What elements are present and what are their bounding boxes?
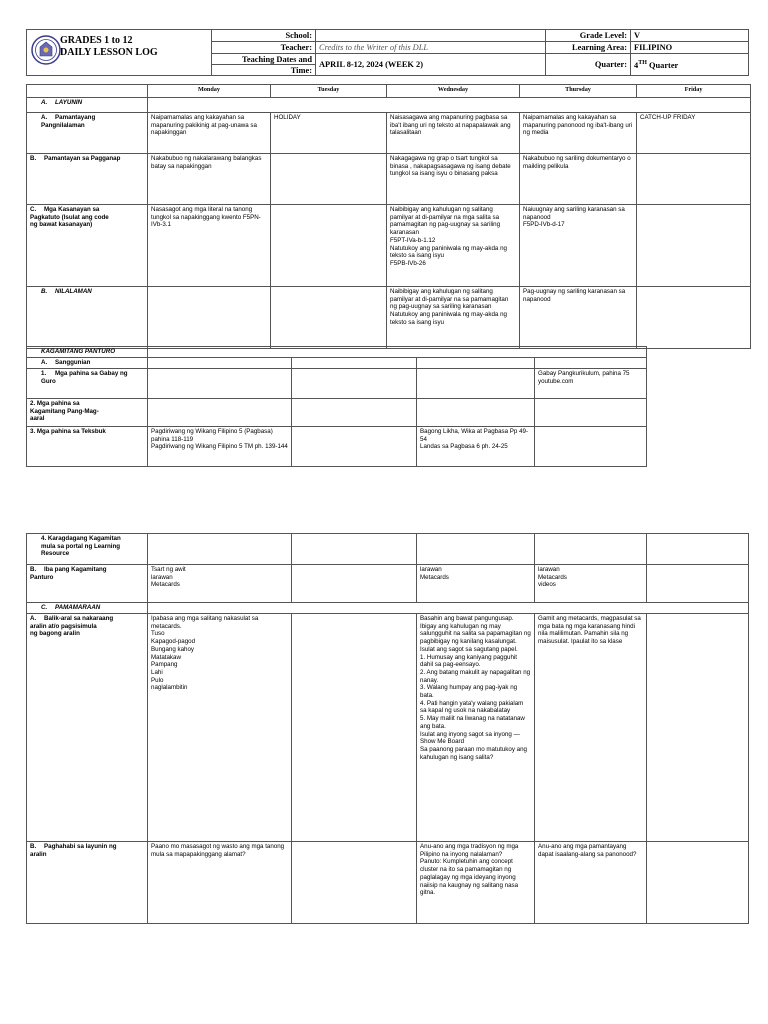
cell-thursday: Gamit ang metacards, magpasulat sa mga bata ng mga karanasang hindi nila malilimutan. Pamahin sila ng maisusulat. Ipaulat ito sa klase [535, 614, 647, 842]
cell-monday: Paano mo masasagot ng wasto ang mga tanong mula sa mapapakinggang alamat? [148, 842, 292, 924]
row-label-text: Mga Kasanayan sa Pagkatuto (Isulat ang code ng bawat kasanayan) [30, 206, 109, 229]
kagamitan-table-page1 [26, 346, 647, 467]
row-pamantayan-pagganap [27, 154, 751, 205]
row-letter: A. [41, 359, 48, 366]
row-letter: C. [41, 604, 48, 611]
row-label-text: NILALAMAN [55, 288, 92, 295]
row-label [27, 98, 148, 113]
cell-friday [647, 614, 749, 842]
grade-level-value: V [631, 30, 749, 42]
row-label [27, 358, 148, 369]
title-grades: GRADES 1 to 12 [60, 35, 133, 46]
row-label-text: Paghahabi sa layunin ng aralin [30, 843, 117, 858]
cell-tuesday [292, 358, 417, 369]
cell-monday [148, 287, 271, 349]
deped-seal-icon [31, 35, 61, 65]
cell-wednesday: Naibibigay ang kahulugan ng salitang pamilyar at di-pamilyar na sa pamamagitan ng pag-uugnay sa sariling karanasan Natutukoy ang paniniwala ng may-akda ng teksto sa isang isyu [387, 287, 520, 349]
day-header-wednesday: Wednesday [387, 85, 520, 98]
row-cell-empty [148, 98, 751, 113]
teaching-dates-label: Teaching Dates and [212, 54, 316, 65]
row-label-text: 4. Karagdagang Kagamitan mula sa portal ng Learning Resource [27, 534, 148, 565]
quarter-word: Quarter [646, 60, 679, 70]
cell-tuesday [292, 399, 417, 427]
grade-level-label: Grade Level: [546, 30, 631, 42]
row-label [27, 205, 148, 287]
cell-friday [647, 842, 749, 924]
school-label: School: [212, 30, 316, 42]
cell-monday [148, 534, 292, 565]
cell-thursday [535, 399, 647, 427]
row-karagdagang-kagamitan [27, 534, 749, 565]
cell-thursday: Pag-uugnay ng sariling karanasan sa napanood [520, 287, 637, 349]
cell-thursday: Anu-ano ang mga pamantayang dapat isaalang-alang sa panonood? [535, 842, 647, 924]
cell-wednesday: Basahin ang bawat pangungusap. Ibigay ang kahulugan ng may salungguhit na salita sa papamagitan ng pagbibigay ng kanilang kasalungat. Isulat ang sagot sa sagutang papel. 1. Humusay ang kaniyang pagguhit dahil sa pag-eensayo. 2. Ang batang makulit ay napagalitan ng nanay. 3. Walang humpay ang pag-iyak ng bata. 4. Pati hangin yata'y walang pakialam sa kapal ng usok na nakabalatay 5. May maliit na liwanag na natatanaw ang bata. Isulat ang inyong sagot sa inyong — Show Me Board Sa paanong paraan mo matutukoy ang kahulugan ng isang salita? [417, 614, 535, 842]
cell-thursday: Naipamamalas ang kakayahan sa mapanuring panonood ng iba't-ibang uri ng media [520, 113, 637, 154]
day-header-thursday: Thursday [520, 85, 637, 98]
teacher-value: Credits to the Writer of this DLL [316, 42, 546, 54]
quarter-label: Quarter: [546, 54, 631, 76]
row-cell-empty [148, 347, 647, 358]
row-balik-aral [27, 614, 749, 842]
row-letter: A. [30, 615, 37, 622]
cell-wednesday [417, 534, 535, 565]
quarter-value [631, 54, 749, 76]
row-teksbuk [27, 427, 647, 467]
cell-thursday: Nakabubuo ng sariling dokumentaryo o maikling pelikula [520, 154, 637, 205]
cell-thursday: Gabay Pangkurikulum, pahina 75 youtube.com [535, 369, 647, 399]
row-label-text: Pamantayang Pangnilalaman [41, 114, 96, 129]
row-label-text: Iba pang Kagamitang Panturo [30, 566, 107, 581]
row-layunin [27, 98, 751, 113]
row-sanggunian [27, 358, 647, 369]
dll-header [26, 29, 749, 76]
row-label-text: Pamantayan sa Pagganap [44, 155, 121, 162]
cell-friday [647, 565, 749, 603]
cell-friday [637, 205, 751, 287]
cell-tuesday [292, 369, 417, 399]
cell-monday: Pagdiriwang ng Wikang Filipino 5 (Pagbasa) pahina 118-119 Pagdiriwang ng Wikang Filipino 5 TM ph. 139-144 [148, 427, 292, 467]
lesson-log-table-page2 [26, 533, 749, 924]
cell-wednesday: Nakagagawa ng grap o tsart tungkol sa binasa , nakapagsasagawa ng isang debate tungkol sa isang isyu o binasang paksa [387, 154, 520, 205]
header-logo-cell [27, 30, 212, 76]
row-label [27, 842, 148, 924]
cell-friday [637, 287, 751, 349]
row-letter: B. [30, 843, 37, 850]
row-nilalaman [27, 287, 751, 349]
cell-tuesday [292, 842, 417, 924]
row-kagamitang-mag-aaral [27, 399, 647, 427]
row-label-text: 2. Mga pahina sa Kagamitang Pang-Mag- aaral [27, 399, 148, 427]
row-label-text: LAYUNIN [55, 99, 83, 106]
row-gabay-guro [27, 369, 647, 399]
row-cell-empty [148, 603, 749, 614]
row-pamantayang-pangnilalaman [27, 113, 751, 154]
row-label [27, 287, 148, 349]
row-paghahabi [27, 842, 749, 924]
cell-friday [647, 534, 749, 565]
quarter-sup: TH [638, 60, 647, 67]
cell-monday: Naipamamalas ang kakayahan sa mapanuring pakikinig at pag-unawa sa napakinggan [148, 113, 271, 154]
row-iba-pang-kagamitan [27, 565, 749, 603]
row-letter: B. [41, 288, 48, 295]
cell-thursday [535, 427, 647, 467]
row-label [27, 154, 148, 205]
title-dll: DAILY LESSON LOG [60, 47, 158, 58]
row-label [27, 614, 148, 842]
lesson-log-table-page1 [26, 84, 751, 349]
cell-tuesday [292, 614, 417, 842]
day-header-monday: Monday [148, 85, 271, 98]
cell-thursday: Naiuugnay ang sariling karanasan sa napanood F5PD-IVb-d-17 [520, 205, 637, 287]
cell-friday: CATCH-UP FRIDAY [637, 113, 751, 154]
cell-tuesday [271, 287, 387, 349]
time-label: Time: [212, 65, 316, 76]
learning-area-label: Learning Area: [546, 42, 631, 54]
cell-thursday: larawan Metacards videos [535, 565, 647, 603]
teaching-dates-value: APRIL 8-12, 2024 (WEEK 2) [316, 54, 546, 76]
day-header-blank [27, 85, 148, 98]
day-header-tuesday: Tuesday [271, 85, 387, 98]
cell-monday: Nasasagot ang mga literal na tanong tungkol sa napakinggang kwento F5PN-IVb-3.1 [148, 205, 271, 287]
cell-tuesday [292, 565, 417, 603]
row-label-text: PAMAMARAAN [55, 604, 101, 611]
cell-monday [148, 399, 292, 427]
cell-wednesday [417, 399, 535, 427]
row-letter: B. [30, 155, 37, 162]
cell-tuesday [271, 205, 387, 287]
cell-monday: Nakabubuo ng nakalarawang balangkas batay sa napakinggan [148, 154, 271, 205]
row-label [27, 113, 148, 154]
learning-area-value: FILIPINO [631, 42, 749, 54]
cell-wednesday [417, 369, 535, 399]
cell-monday: Ipabasa ang mga salitang nakasulat sa metacards. Tuso Kapagod-pagod Bungang kahoy Matatakaw Pampang Lahi Pulo naglalambitin [148, 614, 292, 842]
cell-tuesday [292, 534, 417, 565]
day-header-friday: Friday [637, 85, 751, 98]
cell-wednesday: Naisasagawa ang mapanuring pagbasa sa iba't ibang uri ng teksto at napapalawak ang talasalitaan [387, 113, 520, 154]
cell-wednesday: Bagong Likha, Wika at Pagbasa Pp 49-54 Landas sa Pagbasa 6 ph. 24-25 [417, 427, 535, 467]
row-label-text: 3. Mga pahina sa Teksbuk [27, 427, 148, 467]
cell-wednesday: Naibibigay ang kahulugan ng salitang pamilyar at di-pamilyar na mga salita sa pamamagitan ng pag-uugnay sa sariling karanasan F5PT-IVa-b-1.12 Natutukoy ang paniniwala ng may-akda ng teksto sa isang isyu F5PB-IVb-26 [387, 205, 520, 287]
cell-wednesday: Anu-ano ang mga tradisyon ng mga Pilipino na inyong nalalaman? Panuto: Kumpletuhin ang concept cluster na ito sa pamamagitan ng paglalagay ng mga ideyang inyong naiisip na kaugnay ng salitang nasa gitna. [417, 842, 535, 924]
teacher-label: Teacher: [212, 42, 316, 54]
row-letter: B. [30, 566, 37, 573]
cell-tuesday [292, 427, 417, 467]
cell-monday [148, 369, 292, 399]
dll-title [60, 35, 158, 59]
row-label-text: Balik-aral sa nakaraang aralin at/o pagsisimula ng bagong aralin [30, 615, 114, 638]
row-label-text: Mga pahina sa Gabay ng Guro [41, 370, 128, 385]
cell-tuesday: HOLIDAY [271, 113, 387, 154]
row-label-text: Sanggunian [55, 359, 91, 366]
school-value [316, 30, 546, 42]
cell-tuesday [271, 154, 387, 205]
row-pamamaraan [27, 603, 749, 614]
row-label-text: KAGAMITANG PANTURO [27, 347, 148, 358]
row-label [27, 565, 148, 603]
quarter-num: 4 [634, 60, 639, 70]
row-label [27, 603, 148, 614]
cell-thursday [535, 534, 647, 565]
cell-monday: Tsart ng awit larawan Metacards [148, 565, 292, 603]
row-letter: A. [41, 99, 48, 106]
cell-monday [148, 358, 292, 369]
row-letter: A. [41, 114, 48, 121]
row-kagamitang-panturo [27, 347, 647, 358]
row-kasanayan [27, 205, 751, 287]
row-letter: C. [30, 206, 37, 213]
row-label [27, 369, 148, 399]
row-letter: 1. [41, 370, 47, 377]
cell-wednesday: larawan Metacards [417, 565, 535, 603]
cell-thursday [535, 358, 647, 369]
cell-wednesday [417, 358, 535, 369]
cell-friday [637, 154, 751, 205]
